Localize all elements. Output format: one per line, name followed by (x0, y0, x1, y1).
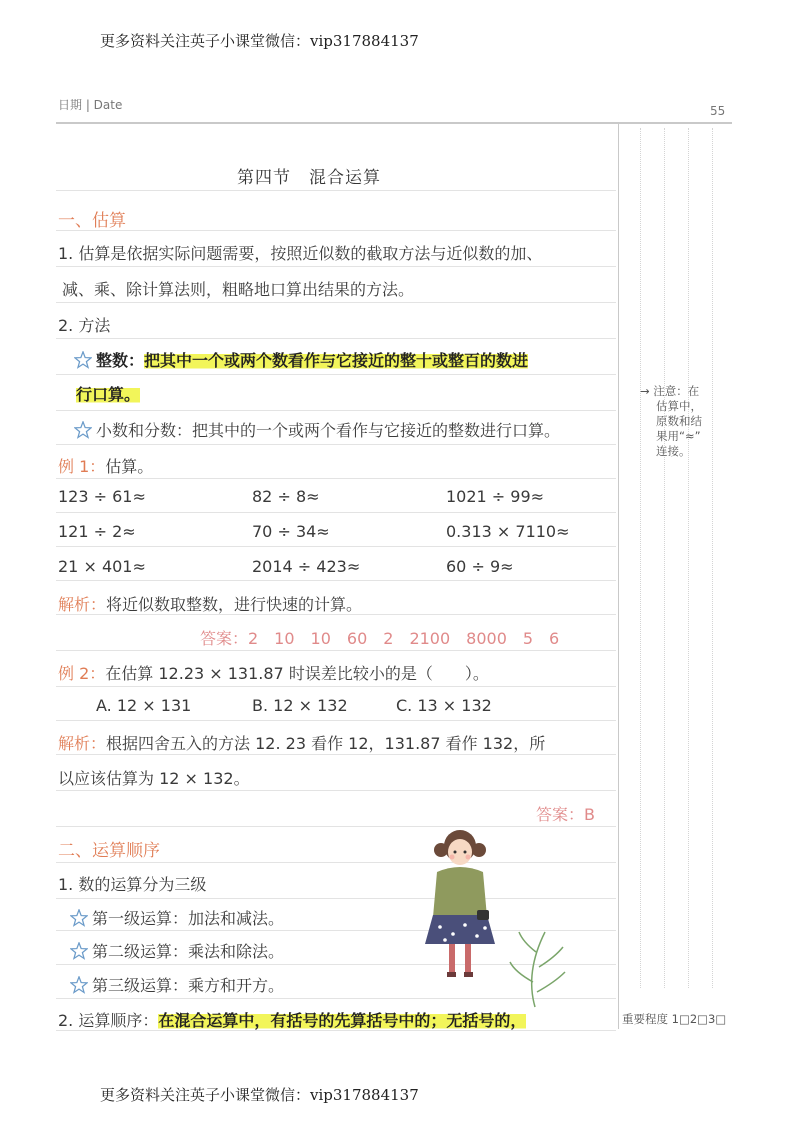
star-icon (70, 942, 88, 960)
order-label: 2. 运算顺序： (58, 1011, 159, 1030)
example2-label: 例 2： (58, 664, 106, 683)
example2-answer: 答案：B (536, 805, 595, 824)
grid-cell: 123 ÷ 61≈ (58, 487, 146, 506)
level-3 (70, 973, 284, 996)
side-note-line: 连接。 (656, 444, 691, 458)
example2-question: 在估算 12.23 × 131.87 时误差比较小的是（ ）。 (105, 664, 489, 683)
star-icon (74, 351, 92, 369)
method-integer (74, 348, 528, 371)
example1-analysis (58, 592, 362, 615)
level-text: 第三级运算：乘方和开方。 (92, 976, 285, 995)
level-text: 第一级运算：加法和减法。 (92, 909, 285, 928)
page-number: 55 (710, 104, 726, 118)
side-note-line: 果用“≈” (656, 429, 701, 443)
analysis-text: 根据四舍五入的方法 12. 23 看作 12，131.87 看作 132，所 (106, 734, 546, 753)
level-1 (70, 906, 284, 929)
grid-cell: 0.313 × 7110≈ (446, 522, 570, 541)
method-decimal-text: 小数和分数：把其中的一个或两个看作与它接近的整数进行口算。 (96, 421, 561, 440)
method-decimal (74, 418, 560, 441)
option-a: A. 12 × 131 (96, 696, 192, 715)
example2-analysis-line2: 以应该估算为 12 × 132。 (58, 769, 250, 788)
section1-p1-line1: 1. 估算是依据实际问题需要，按照近似数的截取方法与近似数的加、 (58, 244, 543, 263)
example2-heading (58, 661, 489, 684)
analysis-text: 将近似数取整数，进行快速的计算。 (106, 595, 363, 614)
grid-cell: 121 ÷ 2≈ (58, 522, 136, 541)
method-integer-text-2: 行口算。 (76, 385, 141, 404)
sidebar-divider (618, 124, 619, 1029)
example1-prompt: 估算。 (105, 457, 154, 476)
watermark-bottom: 更多资料关注英子小课堂微信：vip317884137 (100, 1086, 419, 1104)
header-rule (56, 122, 732, 124)
side-note (640, 384, 702, 459)
grid-cell: 2014 ÷ 423≈ (252, 557, 361, 576)
grid-cell: 70 ÷ 34≈ (252, 522, 330, 541)
grid-cell: 60 ÷ 9≈ (446, 557, 514, 576)
analysis-label: 解析： (58, 595, 107, 614)
level-2 (70, 939, 284, 962)
side-note-line: → 注意：在 (640, 384, 700, 398)
section2-p1: 1. 数的运算分为三级 (58, 875, 207, 894)
star-icon (74, 421, 92, 439)
girl-illustration (415, 822, 575, 1012)
side-note-line: 估算中， (656, 399, 702, 413)
example1-answer: 答案：2 10 10 60 2 2100 8000 5 6 (200, 629, 560, 648)
importance-rating: 重要程度 1□2□3□ (622, 1012, 727, 1026)
side-note-line: 原数和结 (656, 414, 702, 428)
example1-heading (58, 454, 153, 477)
section2-heading: 二、运算顺序 (58, 841, 160, 861)
grid-cell: 82 ÷ 8≈ (252, 487, 320, 506)
method-integer-label: 整数： (96, 351, 145, 370)
analysis-label: 解析： (58, 734, 107, 753)
section1-p1-line2: 减、乘、除计算法则，粗略地口算出结果的方法。 (62, 280, 415, 299)
order-highlight: 在混合运算中，有括号的先算括号中的；无括号的， (158, 1011, 527, 1030)
level-text: 第二级运算：乘法和除法。 (92, 942, 285, 961)
star-icon (70, 909, 88, 927)
date-label: 日期 | Date (58, 98, 123, 112)
example1-label: 例 1： (58, 457, 106, 476)
section1-p2: 2. 方法 (58, 316, 111, 335)
watermark-top: 更多资料关注英子小课堂微信：vip317884137 (100, 32, 419, 50)
example2-analysis (58, 731, 545, 754)
option-b: B. 12 × 132 (252, 696, 348, 715)
grid-cell: 1021 ÷ 99≈ (446, 487, 545, 506)
method-integer-text: 把其中一个或两个数看作与它接近的整十或整百的数进 (144, 351, 529, 370)
grid-cell: 21 × 401≈ (58, 557, 146, 576)
page-title: 第四节 混合运算 (237, 168, 381, 188)
option-c: C. 13 × 132 (396, 696, 492, 715)
section1-heading: 一、估算 (58, 211, 126, 231)
star-icon (70, 976, 88, 994)
